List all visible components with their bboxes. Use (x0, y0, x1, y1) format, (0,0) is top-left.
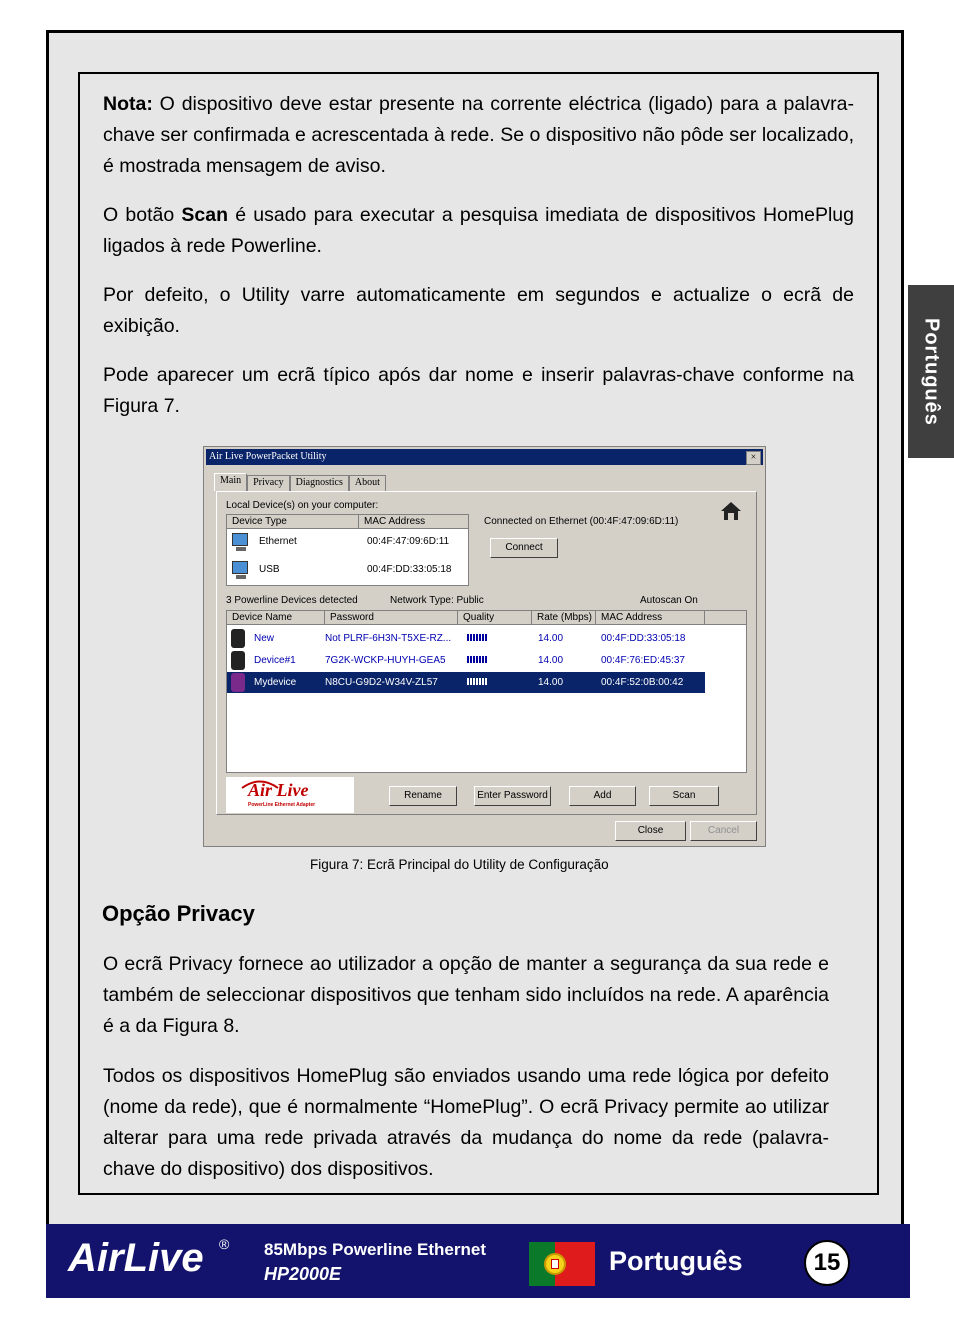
tab-bar (214, 473, 386, 491)
header-mac-address[interactable]: MAC Address (359, 515, 469, 529)
quality-bar (467, 672, 488, 693)
device-name: Device#1 (254, 655, 296, 666)
language-side-tab (908, 285, 954, 458)
scan-button[interactable]: Scan (649, 786, 719, 806)
footer-bar (46, 1224, 910, 1298)
page-number: 15 (804, 1240, 850, 1286)
device-password: N8CU-G9D2-W34V-ZL57 (325, 677, 438, 688)
powerline-device-icon (231, 673, 245, 692)
scan-pre: O botão (103, 204, 182, 226)
autoscan-status: Autoscan On (640, 595, 698, 606)
tab-about[interactable]: About (349, 475, 386, 491)
product-model: HP2000E (264, 1264, 342, 1284)
powerline-device-icon (231, 629, 245, 648)
device-mac: 00:4F:52:0B:00:42 (601, 677, 684, 688)
window-titlebar (206, 449, 763, 465)
device-mac: 00:4F:76:ED:45:37 (601, 655, 685, 666)
scan-post: é usado para executar a pesquisa imediata de dispositivos HomePlug ligados à rede Powerline. (103, 204, 854, 257)
network-type: Network Type: Public (390, 595, 484, 606)
house-icon (720, 501, 742, 521)
window-title: Air Live PowerPacket Utility (209, 451, 327, 462)
quality-bar (467, 628, 488, 649)
local-devices-list[interactable] (226, 514, 469, 586)
tab-main[interactable]: Main (214, 473, 247, 491)
powerline-device-icon (231, 651, 245, 670)
connect-label: Connect (505, 542, 543, 553)
header-remote-mac[interactable]: MAC Address (596, 611, 705, 625)
header-rate[interactable]: Rate (Mbps) (532, 611, 596, 625)
local-mac: 00:4F:47:09:6D:11 (367, 536, 450, 547)
privacy-paragraph-1: O ecrã Privacy fornece ao utilizador a opção de manter a segurança da sua rede e também de seleccionar dispositivos que tenham sido incluídos na rede. A aparência é a da Figura 8. (103, 953, 829, 1037)
device-rate: 14.00 (538, 677, 564, 688)
header-password[interactable]: Password (325, 611, 458, 625)
quality-bar (467, 650, 488, 671)
device-name: Mydevice (254, 677, 297, 688)
scan-paragraph (103, 200, 854, 262)
section-heading: Opção Privacy (102, 901, 255, 926)
utility-window (203, 446, 766, 847)
close-button[interactable]: Close (615, 821, 686, 841)
brand-logo: AirLive (68, 1236, 204, 1280)
connected-status: Connected on Ethernet (00:4F:47:09:6D:11) (484, 516, 679, 527)
device-rate: 14.00 (538, 655, 564, 666)
table-row-selected[interactable] (227, 672, 705, 693)
side-tab-label: Português (920, 317, 943, 426)
close-icon[interactable]: × (746, 451, 761, 465)
device-name: New (254, 633, 275, 644)
local-row[interactable] (227, 559, 468, 580)
device-password: Not PLRF-6H3N-T5XE-RZ... (325, 633, 452, 644)
local-devices-label: Local Device(s) on your computer: (226, 500, 379, 511)
product-line: 85Mbps Powerline Ethernet (264, 1240, 486, 1259)
note-label: Nota: (103, 93, 153, 115)
table-row[interactable] (227, 650, 705, 671)
logo-subtitle: PowerLine Ethernet Adapter (248, 802, 316, 808)
privacy-paragraph-2: Todos os dispositivos HomePlug são enviados usando uma rede lógica por defeito (nome da rede), que é normalmente “HomePlug”. O ecrã Privacy permite ao utilizar alterar para uma rede privada através da mudança do nome da rede (palavra-chave do dispositivo) dos dispositivos. (103, 1065, 829, 1180)
enter-password-button[interactable]: Enter Password (474, 786, 551, 806)
figure-caption: Figura 7: Ecrã Principal do Utility de Configuração (310, 857, 609, 872)
portugal-flag-icon (529, 1242, 595, 1286)
registered-mark: ® (219, 1236, 230, 1252)
cancel-button[interactable]: Cancel (690, 821, 757, 841)
note-text: O dispositivo deve estar presente na corrente eléctrica (ligado) para a palavra-chave ser confirmada e acrescentada à rede. Se o dispositivo não pôde ser localizado, é mostrada mensagem de aviso. (103, 93, 854, 177)
device-mac: 00:4F:DD:33:05:18 (601, 633, 686, 644)
local-row[interactable] (227, 531, 468, 552)
local-type: USB (259, 564, 280, 575)
computer-icon (232, 561, 248, 574)
note-paragraph (103, 89, 854, 182)
airlive-logo (226, 777, 354, 813)
add-button[interactable]: Add (569, 786, 636, 806)
header-device-type[interactable]: Device Type (227, 515, 359, 529)
header-device-name[interactable]: Device Name (227, 611, 325, 625)
local-mac: 00:4F:DD:33:05:18 (367, 564, 452, 575)
footer-language: Português (609, 1246, 743, 1276)
default-paragraph: Por defeito, o Utility varre automaticamente em segundos e actualize o ecrã de exibição. (103, 284, 854, 337)
scan-bold: Scan (181, 204, 228, 226)
typical-paragraph: Pode aparecer um ecrã típico após dar nome e inserir palavras-chave conforme na Figura 7. (103, 364, 854, 417)
device-rate: 14.00 (538, 633, 564, 644)
device-password: 7G2K-WCKP-HUYH-GEA5 (325, 655, 446, 666)
local-type: Ethernet (259, 536, 297, 547)
header-filler (705, 611, 747, 625)
table-row[interactable] (227, 628, 705, 649)
header-quality[interactable]: Quality (458, 611, 532, 625)
connect-button[interactable] (490, 538, 558, 558)
detected-count: 3 Powerline Devices detected (226, 595, 358, 606)
rename-button[interactable]: Rename (389, 786, 457, 806)
powerline-devices-list[interactable] (226, 610, 747, 773)
computer-icon (232, 533, 248, 546)
tab-privacy[interactable]: Privacy (247, 475, 290, 491)
tab-diagnostics[interactable]: Diagnostics (290, 475, 349, 491)
logo-word: Air Live (248, 780, 309, 800)
